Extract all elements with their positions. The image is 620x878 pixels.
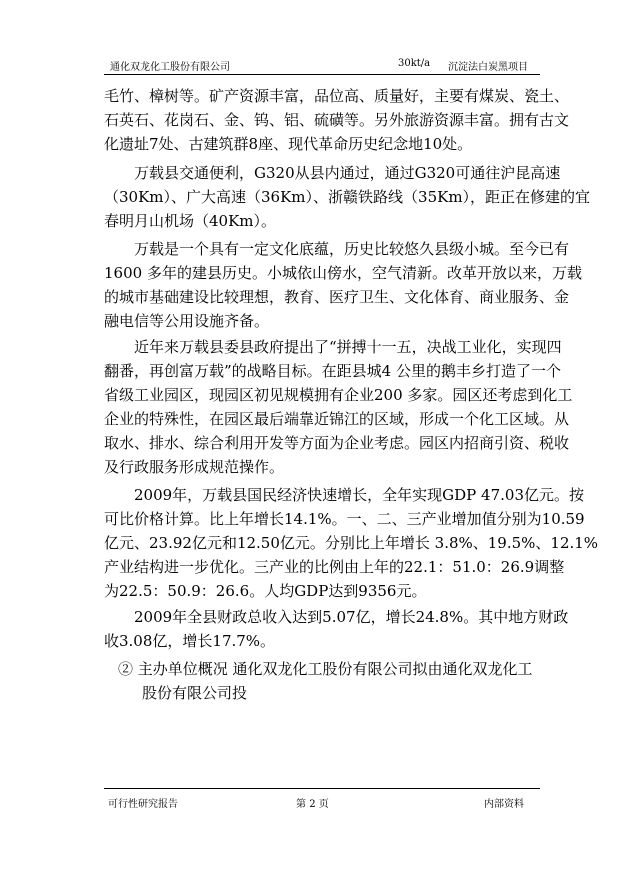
- text-line: 石英石、花岗石、金、钨、铝、硫磺等。另外旅游资源丰富。拥有古文: [104, 111, 570, 129]
- page-number-label: [296, 795, 329, 810]
- text-line: 翻番，再创富万载”的战略目标。在距县城4 公里的鹅丰乡打造了一个: [104, 362, 561, 380]
- footer-report-title: 可行性研究报告: [108, 799, 178, 810]
- header-company: 通化双龙化工股份有限公司: [110, 62, 230, 73]
- page-number: 2: [309, 799, 316, 810]
- text-line: 的城市基础建设比较理想，教育、医疗卫生、文化体育、商业服务、金: [104, 288, 570, 306]
- page-header: [104, 56, 540, 75]
- text-line: 及行政服务形成规范操作。: [104, 458, 285, 476]
- text-line: 取水、排水、综合利用开发等方面为企业考虑。园区内招商引资、税收: [104, 434, 570, 452]
- paragraph-first-line: 2009年全县财政总收入达到5.07亿，增长24.8%。其中地方财政: [134, 608, 569, 626]
- paragraph-first-line: 万载是一个具有一定文化底蕴，历史比较悠久县级小城。至今已有: [134, 240, 570, 258]
- text-line: 1600 多年的建县历史。小城依山傍水，空气清新。改革开放以来，万载: [104, 264, 582, 282]
- footer-classification: 内部资料: [484, 799, 524, 810]
- text-line: 收3.08亿，增长17.7%。: [104, 632, 276, 650]
- page-footer: [104, 788, 540, 809]
- text-line: 产业结构进一步优化。三产业的比例由上年的22.1：51.0：26.9调整: [104, 558, 565, 576]
- text-line: 融电信等公用设施齐备。: [104, 312, 270, 330]
- page-suffix: 页: [318, 799, 329, 810]
- paragraph-first-line: 近年来万载县委县政府提出了“拼搏十一五，决战工业化，实现四: [134, 338, 562, 356]
- paragraph-first-line: 万载县交通便利，G320从县内通过，通过G320可通往沪昆高速: [134, 164, 561, 182]
- paragraph-first-line: 2009年，万载县国民经济快速增长，全年实现GDP 47.03亿元。按: [134, 486, 584, 504]
- text-line: 亿元、23.92亿元和12.50亿元。分别比上年增长 3.8%、19.5%、12.1%: [104, 534, 599, 552]
- text-line: 毛竹、樟树等。矿产资源丰富，品位高、质量好，主要有煤炭、瓷土、: [104, 87, 570, 105]
- text-line: 企业的特殊性，在园区最后端靠近锦江的区域，形成一个化工区域。从: [104, 410, 570, 428]
- numbered-item-continuation: 股份有限公司投: [142, 684, 248, 702]
- text-line: （30Km）、广大高速（36Km）、浙赣铁路线（35Km），距正在修建的宜: [104, 188, 591, 206]
- text-line: 春明月山机场（40Km）。: [104, 212, 277, 230]
- page-prefix: 第: [296, 799, 306, 810]
- text-line: 化遗址7处、古建筑群8座、现代革命历史纪念地10处。: [104, 135, 473, 153]
- numbered-item: ② 主办单位概况 通化双龙化工股份有限公司拟由通化双龙化工: [118, 660, 533, 678]
- header-capacity: 30kt/a: [398, 58, 431, 69]
- header-project: 沉淀法白炭黑项目: [448, 62, 528, 73]
- text-line: 省级工业园区，现园区初见规模拥有企业200 多家。园区还考虑到化工: [104, 386, 573, 404]
- text-line: 可比价格计算。比上年增长14.1%。一、二、三产业增加值分别为10.59: [104, 510, 585, 528]
- text-line: 为22.5：50.9：26.6。人均GDP达到9356元。: [104, 582, 427, 600]
